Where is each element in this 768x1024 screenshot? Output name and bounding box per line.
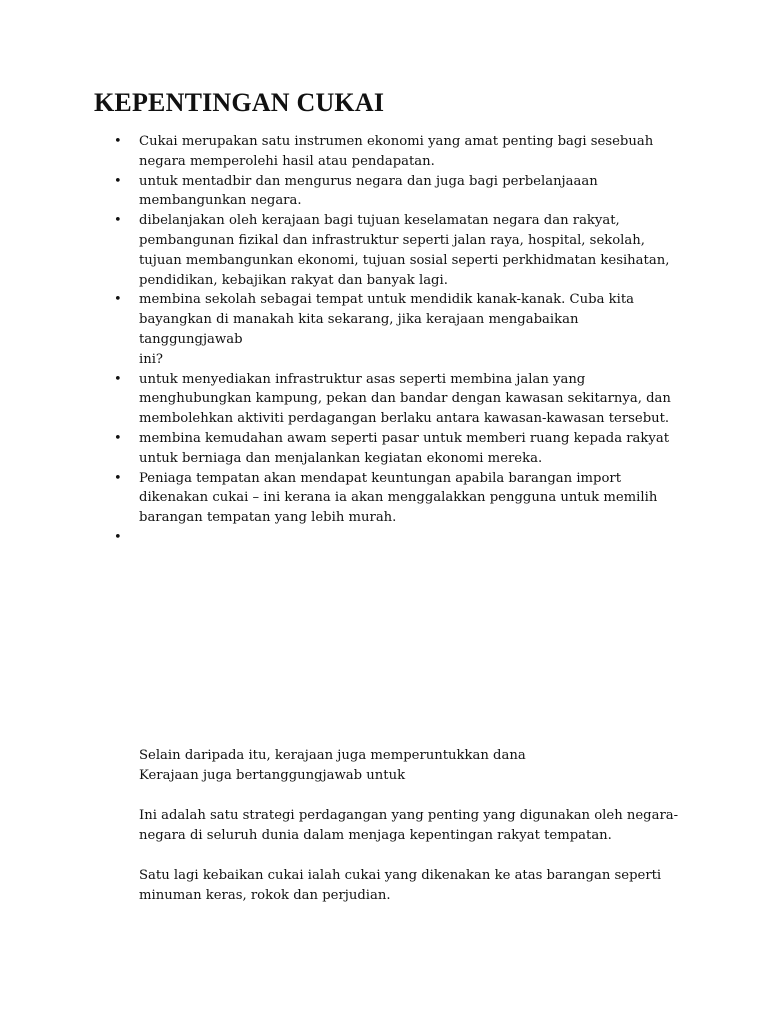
paragraph-line: minuman keras, rokok dan perjudian. [139,887,391,903]
bullet-dot-icon: • [114,134,122,149]
list-item [114,211,674,290]
list-item-line: dibelanjakan oleh kerajaan bagi tujuan keselamatan negara dan rakyat, [139,213,620,229]
paragraph-line: Selain daripada itu, kerajaan juga memperuntukkan dana [139,748,526,763]
list-item-line: Peniaga tempatan akan mendapat keuntungan apabila barangan import [139,470,622,486]
bullet-dot-icon: • [114,529,122,545]
list-item-line: membolehkan aktiviti perdagangan berlaku antara kawasan-kawasan tersebut. [139,411,670,427]
list-item [114,132,674,172]
paragraph-line: Ini adalah satu strategi perdagangan yang penting yang digunakan oleh negara- [139,808,679,823]
list-item-line: untuk mentadbir dan mengurus negara dan juga bagi perbelanjaaan [139,173,598,189]
list-item [114,370,674,429]
list-item-line: pembangunan fizikal dan infrastruktur seperti jalan raya, hospital, sekolah, [139,232,645,248]
list-item [114,429,674,469]
list-item-line: untuk menyediakan infrastruktur asas seperti membina jalan yang [139,371,586,387]
list-item-line: tujuan membangunkan ekonomi, tujuan sosial seperti perkhidmatan kesihatan, [139,252,670,268]
list-item-line: membina kemudahan awam seperti pasar untuk memberi ruang kepada rakyat [139,430,670,446]
list-item-line: untuk berniaga dan menjalankan kegiatan ekonomi mereka. [139,450,543,466]
paragraph [139,746,679,786]
bullet-dot-icon: • [114,292,122,308]
list-item-line: ini? [139,351,163,367]
list-item-line: dikenakan cukai – ini kerana ia akan menggalakkan pengguna untuk memilih [139,490,658,506]
list-item-line: menghubungkan kampung, pekan dan bandar dengan kawasan sekitarnya, dan [139,391,671,407]
bullet-dot-icon: • [114,470,122,486]
bullet-dot-icon: • [114,213,122,229]
list-item-line: Cukai merupakan satu instrumen ekonomi yang amat penting bagi sesebuah [139,134,654,149]
list-item [114,469,674,528]
list-item-line: membina sekolah sebagai tempat untuk mendidik kanak-kanak. Cuba kita [139,292,635,308]
list-item-line: negara memperolehi hasil atau pendapatan. [139,153,435,169]
paragraph-line: Kerajaan juga bertanggungjawab untuk [139,767,406,783]
list-item-line: bayangkan di manakah kita sekarang, jika kerajaan mengabaikan tanggungjawab [139,312,579,347]
list-item [114,528,674,548]
paragraph [139,866,679,906]
page-title: KEPENTINGAN CUKAI [94,88,385,117]
paragraph-line: Satu lagi kebaikan cukai ialah cukai yang dikenakan ke atas barangan seperti [139,868,662,883]
paragraph [139,806,679,846]
list-item-line: barangan tempatan yang lebih murah. [139,510,397,526]
bullet-list [114,132,674,548]
bullet-dot-icon: • [114,371,122,387]
paragraph-line: negara di seluruh dunia dalam menjaga kepentingan rakyat tempatan. [139,827,612,843]
list-item-line: pendidikan, kebajikan rakyat dan banyak lagi. [139,272,448,288]
list-item [114,172,674,212]
bullet-dot-icon: • [114,173,122,189]
bullet-dot-icon: • [114,430,122,446]
list-item-line: membangunkan negara. [139,193,302,209]
list-item [114,290,674,369]
